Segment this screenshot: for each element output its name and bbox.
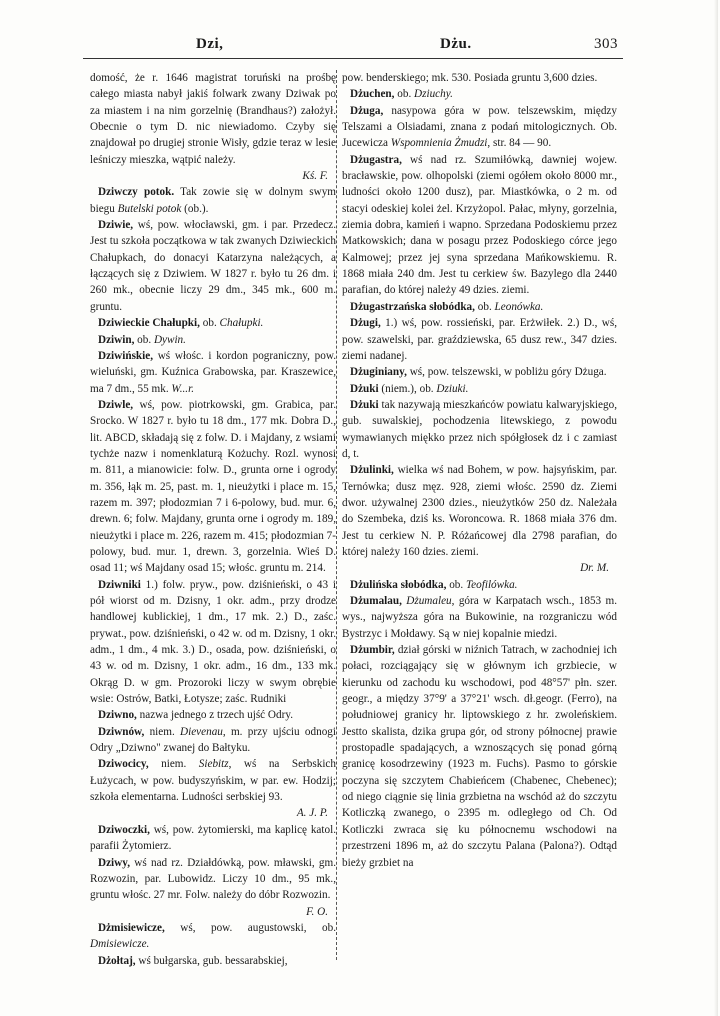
entry-italic-ref: Dievenau <box>180 725 223 738</box>
entry-italic-ref: Dywin. <box>153 333 186 346</box>
entry-text: 1.) wś, pow. rossieński, par. Erżwiłek. 2.) D., wś, pow. szawelski, par. graździewska, 65 dusz rew., 347 dzies. ziemi nadanej. <box>342 317 617 362</box>
entry-text: niem. <box>144 725 181 738</box>
entry-headword: Dżołtaj, <box>98 954 136 967</box>
dictionary-entry <box>342 397 617 462</box>
entry-italic-ref: Dziuchy. <box>414 88 453 101</box>
entry-italic-ref: W...r. <box>171 382 195 395</box>
entry-signature <box>90 168 336 184</box>
dictionary-entry <box>342 315 617 364</box>
entry-text: wś, pow. piotrkowski, gm. Grabica, par. Srocko. W 1827 r. było tu 18 dm., 177 mk. Dobra D., lit. ABCD, składają się z folw. D. i Majdany, z wsiami tychże nazw i nomenklaturą Kożuchy. Rozl. wynosi m. 811, a mianowicie: folw. D., grunta orne i ogrody m. 356, łąk m. 25, past. m. 1, nieużytki i place m. 15, razem m. 397; płodozmian 7 i 6-polowy, bud. mur. 6, drewn. 6; folw. Majdany, grunta orne i ogrody m. 189, nieużytki i place m. 226, razem m. 415; płodozmian 7-polowy, bud. mur. 1, drewn. 3, gorzelnia. Wieś D. osad 11; wś Majdany osad 15; włośc. gruntu m. 214. <box>90 398 336 575</box>
entry-italic-ref: Butelski potok <box>117 202 182 215</box>
entry-headword: Dżumalau, <box>350 595 402 607</box>
entry-headword: Dżuga, <box>350 104 384 117</box>
signature-text: A. J. P. <box>296 807 328 820</box>
entry-text: nasypowa góra w pow. telszewskim, między Telszami a Olsiadami, znana z podań mitologicznych. Ob. Jucewicza <box>342 104 617 150</box>
entry-italic-ref: Leonówka. <box>494 300 544 313</box>
dictionary-entry <box>90 855 336 904</box>
entry-headword: Dżulińska słobódka, <box>350 578 447 591</box>
right-column <box>342 70 617 871</box>
entry-text: wś nad rz. Szumiłówką, dawniej wojew. bracławskie, pow. olhopolski (ziemi ogółem około 8000 mr., ludności około 1200 dusz), par. Miastkówka, o 2 m. od stacyi odeskiej kolei żel. Krzyżopol. Pałac, młyny, gorzelnia, ziemia dobra, kamień i wapno. Sprzedana Podoskiemu przez Matkowskich; dana w posagu przez Podoskiego córce jego Kalmowej; przez jej syna sprzedana Mańkowskiemu. R. 1868 miała 240 dm. Jest tu cerkiew św. Bazylego dla 2440 parafian, do której należy 49 dzies. ziemi. <box>342 153 617 297</box>
dictionary-entry <box>90 315 336 331</box>
entry-italic-ref: Dżumaleu <box>406 595 452 607</box>
entry-headword: Dżugastrzańska słobódka, <box>350 300 475 313</box>
entry-text: dział górski w niźnich Tatrach, w zachodniej ich połaci, rozciągający się w głównym ich grzbiecie, w kierunku od zachodu ku wschodowi, pod 48°57' płn. szer. geogr., a między 37°9' a 37°21' wsch. dł.geogr. (Ferro), na południowej granicy hr. liptowskiego z hr. zwoleńskiem. Jestto skalista, dzika grupa gór, od strony północnej prawie prostopadle spadających, a wznoszących się ponad górną granicę kosodrzewiny (1923 m. Fuchs). Pasmo to górskie poczyna się szczytem Chabieńcem (Chabenec, Chebenec); od niego ciągnie się linia grzbietna na wschód aż do szczytu Kotliczką zwanego, o 2395 m. odległego od Ch. Od Kotliczki zwraca się ku północnemu wschodowi na przestrzeni 1896 m, aż do szczytu Palana (Palona?). Odtąd bieży grzbiet na <box>342 644 617 869</box>
header-center-keyword: Dżu. <box>440 36 472 52</box>
entry-text-tail: , str. 84 — 90. <box>487 137 552 150</box>
entry-headword: Dziwin, <box>98 333 135 346</box>
entry-text: domość, że r. 1646 magistrat toruński na prośbę całego miasta nabył jakiś folwark zwany Dziwak po za miastem i na nim gorzelnię (Brandhaus?) założył. Obecnie o tym D. nic niewiadomo. Czyby się znajdował po drugiej stronie Wisły, gdzie teraz w lesie leśniczy mieszka, wątpić należy. <box>90 72 336 166</box>
column-divider <box>336 70 337 960</box>
entry-text: wś, pow. telszewski, w pobliżu góry Dżuga. <box>406 366 607 379</box>
dictionary-entry <box>342 152 617 299</box>
entry-text: niem. <box>148 758 199 771</box>
dictionary-entry <box>90 184 336 217</box>
entry-text: (niem.), ob. <box>378 382 437 395</box>
entry-headword: Dziwle, <box>98 398 134 411</box>
entry-headword: Dziwińskie, <box>98 349 154 362</box>
entry-headword: Dziwno, <box>98 709 137 722</box>
entry-italic-ref: Siebitz <box>198 758 229 771</box>
entry-headword: Dziwniki <box>98 578 141 591</box>
signature-text: F. O. <box>306 905 328 918</box>
entry-text: wś bułgarska, gub. bessarabskiej, <box>135 954 288 967</box>
dictionary-entry <box>342 462 617 560</box>
entry-signature <box>90 904 336 920</box>
signature-text: Kś. F. <box>302 170 328 183</box>
entry-headword: Dziwocicy, <box>98 758 149 771</box>
entry-headword: Dżugastra, <box>350 153 402 166</box>
entry-headword: Dżmisiewicze, <box>98 921 165 934</box>
entry-signature <box>90 805 336 821</box>
dictionary-entry <box>342 364 617 380</box>
dictionary-entry <box>90 397 336 577</box>
entry-text: wś, pow. włocławski, gm. i par. Przedecz. Jest tu szkoła początkowa w tak zwanych Dziwieckich Chałupkach, do donacyi Katarzyna należących, a łączących się z Dziwiem. W 1827 r. było tu 26 dm. i 260 mk., obecnie liczy 29 dm., 345 mk., 600 m. gruntu. <box>90 219 336 313</box>
entry-text: ob. <box>199 317 220 330</box>
entry-text: tak nazywają mieszkańców powiatu kalwaryjskiego, gub. suwalskiej, pochodzenia litewskiego, z powodu wymawianych miękko przez nich spółgłosek dz i c zamiast d, t. <box>342 398 617 460</box>
dictionary-entry <box>90 724 336 757</box>
entry-headword: Dżugi, <box>350 317 381 330</box>
entry-italic-ref: Chałupki. <box>219 317 264 330</box>
entry-headword: Dżuginiany, <box>350 366 407 379</box>
signature-text: Dr. M. <box>580 562 609 575</box>
dictionary-entry <box>342 103 617 152</box>
dictionary-entry <box>90 332 336 348</box>
entry-italic-ref: Dziuki. <box>436 382 469 395</box>
entry-text: wś, pow. żytomierski, ma kaplicę katol. parafii Żytomierz. <box>90 823 336 853</box>
entry-text: ob. <box>446 578 466 591</box>
entry-text-tail: , m. przy ujściu odnogi Odry „Dziwno" zwanej do Bałtyku. <box>90 725 336 755</box>
entry-headword: Dżuki <box>350 398 379 411</box>
entry-continuation <box>90 70 336 168</box>
dictionary-entry <box>342 381 617 397</box>
entry-headword: Dziwnów, <box>98 725 145 738</box>
dictionary-entry <box>342 593 617 642</box>
dictionary-entry <box>90 348 336 397</box>
entry-text: 1.) folw. pryw., pow. dziśnieński, o 43 i pół wiorst od m. Dzisny, 1 okr. adm., przy drodze handlowej kublickiej, 1 dm., 17 mk. 2.) D., zaśc. prywat., pow. dziśnieński, o 42 w. od m. Dzisny, 1 okr. adm., 1 dm., 4 mk. 3.) D., osada, pow. dziśnieński, o 43 w. od m. Dzisny, 1 okr. adm., 16 dm., 133 mk. Okrąg D. w gm. Prozoroki liczy w swym obrębie wsie: Ostrów, Batki, Łotysze; zaśc. Rudniki <box>90 578 336 706</box>
entry-continuation <box>342 70 617 86</box>
entry-headword: Dziwie, <box>98 219 134 232</box>
entry-headword: Dżumbir, <box>350 644 395 657</box>
entry-signature <box>342 560 617 576</box>
entry-text-tail: , wś na Serbskich Łużycach, w pow. budyszyńskim, w par. ew. Hodzij; szkoła elementarna. Ludności serbskiej 93. <box>90 758 336 804</box>
entry-italic-ref: Dmisiewicze. <box>90 938 150 951</box>
dictionary-entry <box>90 822 336 855</box>
page-number: 303 <box>594 36 618 52</box>
dictionary-entry <box>90 217 336 315</box>
entry-text: ob. <box>134 333 154 346</box>
dictionary-entry <box>90 920 336 953</box>
header-rule <box>83 58 623 59</box>
entry-headword: Dżuchen, <box>350 88 395 101</box>
entry-headword: Dziwieckie Chałupki, <box>98 317 200 330</box>
dictionary-entry <box>342 577 617 593</box>
entry-text: ob. <box>474 300 495 313</box>
dictionary-entry <box>90 707 336 723</box>
entry-headword: Dżulinki, <box>350 464 394 477</box>
entry-headword: Dziwoczki, <box>98 823 150 836</box>
entry-text: wś nad rz. Działdówką, pow. mławski, gm. Rozwozin, par. Lubowidz. Liczy 10 dm., 95 mk., gruntu włośc. 27 mr. Folw. należy do dóbr Rozwozin. <box>90 856 336 902</box>
entry-headword: Dziwczy potok. <box>98 186 175 199</box>
entry-text: nazwa jednego z trzech ujść Odry. <box>136 709 293 722</box>
dictionary-entry <box>90 953 336 969</box>
entry-text: wś, pow. augustowski, ob. <box>164 921 336 934</box>
entry-headword: Dziwy, <box>98 856 131 869</box>
dictionary-entry <box>90 577 336 708</box>
left-column <box>90 70 336 969</box>
entry-text-tail: (ob.). <box>181 202 209 215</box>
entry-text: ob. <box>394 88 415 101</box>
entry-text: pow. benderskiego; mk. 530. Posiada gruntu 3,600 dzies. <box>342 72 598 84</box>
entry-headword: Dżuki <box>350 382 379 395</box>
entry-text-tail: , góra w Karpatach wsch., 1853 m. wys., najwyższa góra na Bukowinie, na rozgraniczu wód Bystrzyc i Mołdawy. Są w niej kopalnie miedzi. <box>342 595 618 640</box>
dictionary-entry <box>342 642 617 871</box>
header-left-keyword: Dzi, <box>196 36 224 52</box>
entry-italic-ref: Wspomnienia Żmudzi <box>390 137 488 150</box>
page-edge-shadow <box>714 0 718 1016</box>
entry-text: Tak zowie się w dolnym swym biegu <box>90 186 336 215</box>
entry-text: wielka wś nad Bohem, w pow. hajsyńskim, par. Ternówka; dusz męz. 928, ziemi włośc. 2590 dz. Ziemi dwor. używalnej 2300 dzies., nieużytków 250 dz. Należała do Szembeka, dziś ks. Woroncowa. R. 1868 miała 376 dm. Jest tu cerkiew N. P. Różańcowej dla 2798 parafian, do której należy 160 dzies. ziemi. <box>342 464 617 558</box>
entry-text: wś włośc. i kordon pograniczny, pow. wieluński, gm. Kuźnica Grabowska, par. Kraszewice, ma 7 dm., 55 mk. <box>90 349 336 395</box>
dictionary-entry <box>90 756 336 805</box>
dictionary-entry <box>342 299 617 315</box>
dictionary-entry <box>342 86 617 102</box>
entry-italic-ref: Teofilówka. <box>465 578 518 591</box>
